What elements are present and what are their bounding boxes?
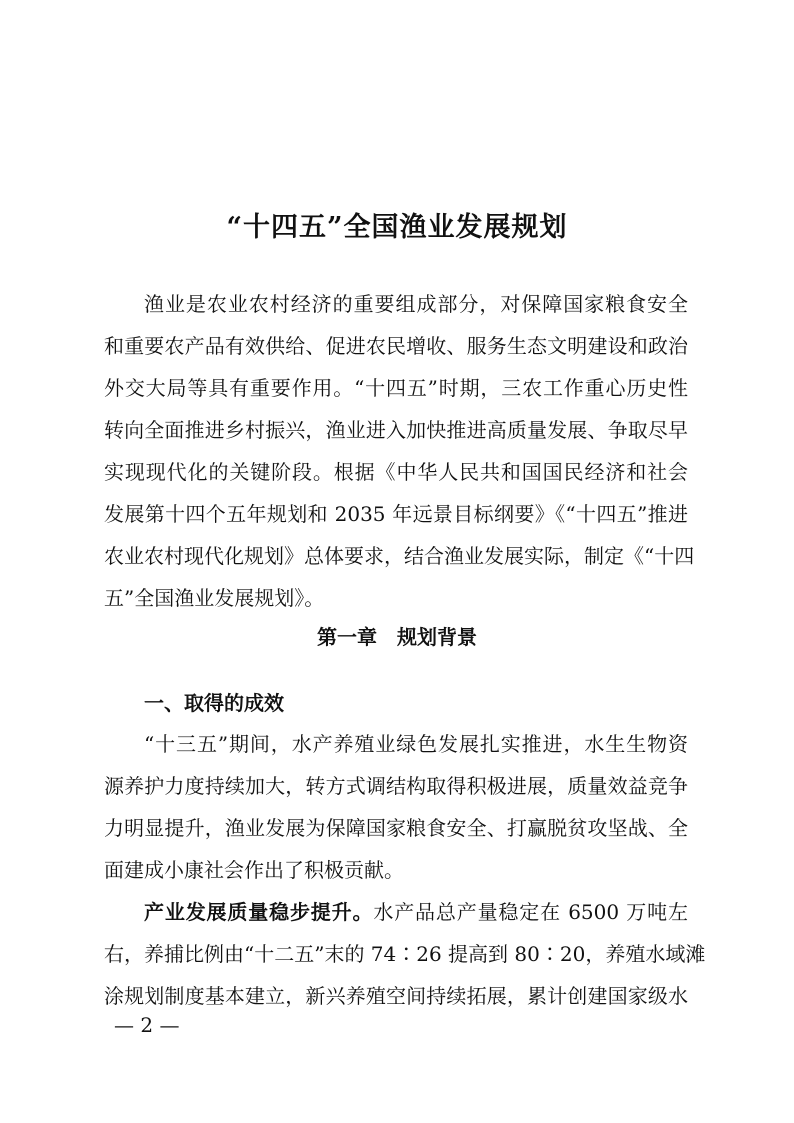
intro-paragraph-line: 外交大局等具有重要作用。“十四五”时期，三农工作重心历史性 [104,376,688,400]
section-paragraph-line: “十三五”期间，水产养殖业绿色发展扎实推进，水生生物资 [144,732,688,756]
intro-paragraph-line: 和重要农产品有效供给、促进农民增收、服务生态文明建设和政治 [104,334,688,358]
intro-paragraph-line: 渔业是农业农村经济的重要组成部分，对保障国家粮食安全 [144,292,688,316]
intro-paragraph-line: 实现现代化的关键阶段。根据《中华人民共和国国民经济和社会 [104,460,688,484]
intro-paragraph-line: 五”全国渔业发展规划》。 [104,586,325,610]
development-paragraph-line: 涂规划制度基本建立，新兴养殖空间持续拓展，累计创建国家级水 [104,984,688,1008]
section-paragraph-line: 力明显提升，渔业发展为保障国家粮食安全、打赢脱贫攻坚战、全 [104,816,688,840]
section-paragraph-line: 源养护力度持续加大，转方式调结构取得积极进展，质量效益竞争 [104,774,688,798]
section-heading: 一、取得的成效 [144,691,284,715]
document-title: “十四五”全国渔业发展规划 [226,212,568,243]
intro-paragraph-line: 转向全面推进乡村振兴，渔业进入加快推进高质量发展、争取尽早 [104,418,688,442]
intro-paragraph-line: 农业农村现代化规划》总体要求，结合渔业发展实际，制定《“十四 [104,544,695,568]
page-number: — 2 — [114,1013,180,1037]
chapter-heading: 第一章 规划背景 [317,625,477,649]
development-first-line-text: 水产品总产量稳定在 6500 万吨左 [373,900,688,924]
intro-paragraph-line: 发展第十四个五年规划和 2035 年远景目标纲要》《“十四五”推进 [104,502,688,526]
section-paragraph-line: 面建成小康社会作出了积极贡献。 [104,858,404,882]
development-paragraph-first-line [104,897,688,927]
development-lead-sentence: 产业发展质量稳步提升。 [144,900,374,924]
development-paragraph-line: 右，养捕比例由“十二五”末的 74∶26 提高到 80∶20，养殖水域滩 [104,942,706,966]
